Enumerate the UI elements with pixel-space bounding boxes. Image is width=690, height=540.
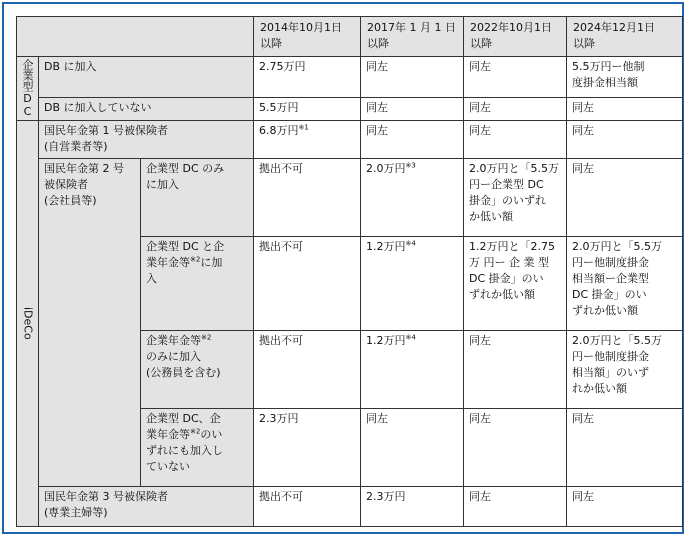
cell-no1-2014 <box>254 121 361 159</box>
header-2014: 2014年10月1日 以降 <box>254 17 361 57</box>
cell-dc-joined-2014: 2.75万円 <box>254 57 361 98</box>
table-frame <box>2 2 684 534</box>
cell-no2b-2022: 1.2万円と「2.75 万 円ー 企 業 型 DC 掛金」のい ずれか低い額 <box>464 237 567 331</box>
header-corner <box>17 17 254 57</box>
row-label-part: 企業型 DC、企 業年金等 <box>146 412 221 441</box>
cell-no2c-2022: 同左 <box>464 331 567 409</box>
cell-no2a-2014: 拠出不可 <box>254 159 361 237</box>
row-label-part: 企業年金等 <box>146 334 201 347</box>
note-mark: ※2 <box>190 255 201 264</box>
cell-no1-2022: 同左 <box>464 121 567 159</box>
cell-no2a-2017 <box>361 159 464 237</box>
cell-no2b-2014: 拠出不可 <box>254 237 361 331</box>
header-row <box>17 17 683 57</box>
table-row <box>17 57 683 98</box>
row-label-no2-dc-and-pension <box>141 237 254 331</box>
cell-dc-joined-2024: 5.5万円ー他制 度掛金相当額 <box>567 57 683 98</box>
note-mark: ※3 <box>405 161 416 170</box>
cell-no2b-2017 <box>361 237 464 331</box>
row-label-part: のい ずれにも加入し ていない <box>146 428 223 473</box>
note-mark: ※1 <box>298 123 309 132</box>
row-label-no1: 国民年金第 1 号被保険者 (自営業者等) <box>39 121 254 159</box>
cell-no1-2024: 同左 <box>567 121 683 159</box>
cell-no1-2014-value: 6.8万円 <box>259 124 299 137</box>
row-label-no3: 国民年金第 3 号被保険者 (専業主婦等) <box>39 487 254 527</box>
cell-no2a-2024: 同左 <box>567 159 683 237</box>
cell-no2b-2024: 2.0万円と「5.5万 円ー他制度掛金 相当額ー企業型 DC 掛金」のい ずれか低い額 <box>567 237 683 331</box>
row-label-part: 企業型 DC と企 業年金等 <box>146 240 225 269</box>
header-2022: 2022年10月1日 以降 <box>464 17 567 57</box>
cell-dc-not-joined-2024: 同左 <box>567 97 683 120</box>
cell-no2c-2017-value: 1.2万円 <box>366 334 406 347</box>
cell-no3-2022: 同左 <box>464 487 567 527</box>
cell-no3-2024: 同左 <box>567 487 683 527</box>
header-2024: 2024年12月1日 以降 <box>567 17 683 57</box>
table-row <box>17 97 683 120</box>
cell-dc-not-joined-2017: 同左 <box>361 97 464 120</box>
group-label-dc: 企業型DC <box>17 57 39 121</box>
row-label-dc-not-joined: DB に加入していない <box>39 97 254 120</box>
row-label-part: のみに加入 (公務員を含む) <box>146 350 221 379</box>
cell-no2d-2017: 同左 <box>361 409 464 487</box>
group-label-ideco: iDeCo <box>17 121 39 527</box>
cell-no2d-2022: 同左 <box>464 409 567 487</box>
cell-no1-2017: 同左 <box>361 121 464 159</box>
cell-no2a-2022: 2.0万円と「5.5万 円ー企業型 DC 掛金」のいずれ か低い額 <box>464 159 567 237</box>
cell-no2c-2017 <box>361 331 464 409</box>
cell-no3-2017: 2.3万円 <box>361 487 464 527</box>
note-mark: ※2 <box>201 333 212 342</box>
cell-no2c-2014: 拠出不可 <box>254 331 361 409</box>
cell-dc-not-joined-2022: 同左 <box>464 97 567 120</box>
row-label-no2: 国民年金第 2 号 被保険者 (会社員等) <box>39 159 141 487</box>
note-mark: ※2 <box>190 427 201 436</box>
row-label-no2-none <box>141 409 254 487</box>
row-label-no2-dc-only: 企業型 DC のみ に加入 <box>141 159 254 237</box>
cell-no2d-2024: 同左 <box>567 409 683 487</box>
row-label-dc-joined: DB に加入 <box>39 57 254 98</box>
cell-no2a-2017-value: 2.0万円 <box>366 162 406 175</box>
cell-dc-not-joined-2014: 5.5万円 <box>254 97 361 120</box>
note-mark: ※4 <box>405 333 416 342</box>
cell-dc-joined-2017: 同左 <box>361 57 464 98</box>
cell-no2c-2024: 2.0万円と「5.5万 円ー他制度掛金 相当額」のいず れか低い額 <box>567 331 683 409</box>
note-mark: ※4 <box>405 239 416 248</box>
row-label-part: に加 入 <box>146 256 223 285</box>
table-row <box>17 121 683 159</box>
table-row <box>17 159 683 237</box>
cell-no2d-2014: 2.3万円 <box>254 409 361 487</box>
table-row <box>17 487 683 527</box>
cell-dc-joined-2022: 同左 <box>464 57 567 98</box>
header-2017: 2017年 1 月 1 日 以降 <box>361 17 464 57</box>
contribution-limit-table <box>16 16 683 527</box>
cell-no3-2014: 拠出不可 <box>254 487 361 527</box>
row-label-no2-pension-only <box>141 331 254 409</box>
cell-no2b-2017-value: 1.2万円 <box>366 240 406 253</box>
